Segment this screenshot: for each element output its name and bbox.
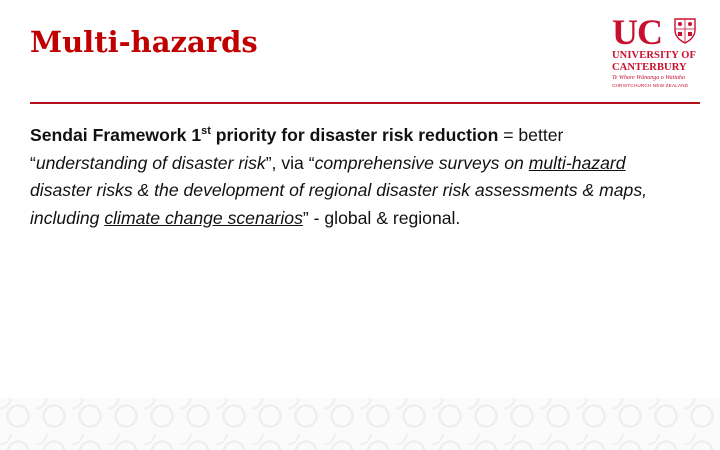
logo-line-canterbury: CANTERBURY <box>612 62 687 73</box>
underlined-climate-change-scenarios: climate change scenarios <box>104 207 303 228</box>
university-logo <box>612 12 704 88</box>
title-divider <box>30 102 700 104</box>
logo-letters: UC <box>612 12 662 52</box>
logo-line-university-of: UNIVERSITY OF <box>612 50 697 61</box>
ordinal-superscript: st <box>201 125 211 138</box>
text-global-regional: ” - global & regional. <box>302 207 461 228</box>
crest-icon <box>674 18 696 44</box>
bold-lead <box>30 125 498 145</box>
slide-title: Multi-hazards <box>30 25 258 59</box>
text-via: , via “ <box>271 152 315 173</box>
bold-lead-part-2: priority for disaster risk reduction <box>210 125 499 145</box>
quote-understanding-risk: understanding of disaster risk <box>35 152 266 173</box>
quote-surveys-a: comprehensive surveys on <box>314 152 529 173</box>
quote-surveys-b: disaster risks & the development of regional disaster risk assessments & maps, including <box>30 180 648 228</box>
text-better: = better <box>498 125 564 145</box>
bold-lead-part-1: Sendai Framework 1 <box>30 125 202 145</box>
underlined-multi-hazard: multi-hazard <box>528 152 626 173</box>
quote-close: ” <box>265 152 272 173</box>
slide-body-paragraph <box>30 122 670 232</box>
decorative-footer-pattern <box>0 398 720 450</box>
logo-line-maori-name: Te Whare Wānanga o Waitaha <box>612 75 686 81</box>
quote-open: “ <box>30 152 36 173</box>
logo-line-location: CHRISTCHURCH NEW ZEALAND <box>612 83 689 88</box>
